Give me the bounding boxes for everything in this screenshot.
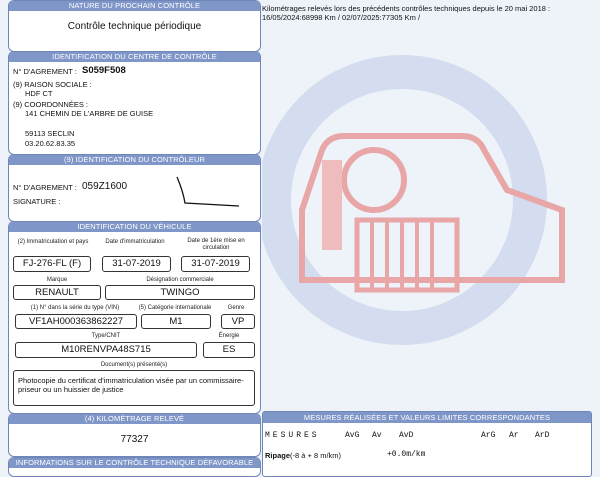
centre-agrement-value: S059F508 (82, 65, 126, 76)
energie-label: Énergie (218, 333, 240, 339)
genre-label: Genre (227, 305, 245, 311)
vehicule-section (8, 221, 261, 414)
signature-mark (169, 173, 259, 213)
nature-header: NATURE DU PROCHAIN CONTRÔLE (9, 1, 260, 11)
documents-label: Document(s) présenté(s) (100, 362, 168, 368)
centre-coord-label: (9) COORDONNÉES : (13, 100, 89, 109)
kilometrage-value: 77327 (120, 434, 149, 445)
date-first-label: Date de 1ère mise en circulation (187, 238, 245, 251)
kilometrage-section (8, 413, 261, 457)
infos-header: INFORMATIONS SUR LE CONTRÔLE TECHNIQUE DÉFAVORABLE (9, 458, 260, 468)
vin-value: VF1AH000363862227 (15, 314, 137, 329)
controleur-header: (9) IDENTIFICATION DU CONTRÔLEUR (9, 155, 260, 165)
releves-line2: 16/05/2024:68998 Km / 02/07/2025:77305 Km / (262, 13, 421, 22)
nature-section (8, 0, 261, 52)
ripage-label: Ripage (265, 451, 291, 460)
centre-agrement-label: N° D'AGREMENT : (13, 67, 77, 76)
vehicule-header: IDENTIFICATION DU VÉHICULE (9, 222, 260, 232)
date-immat-value: 31-07-2019 (102, 256, 171, 272)
centre-phone: 03.20.62.83.35 (25, 139, 76, 148)
energie-value: ES (203, 342, 255, 358)
mesures-col-avg: AvG (345, 431, 360, 440)
immat-label: (2) Immatriculation et pays (17, 239, 89, 245)
watermark-emblem (262, 40, 600, 370)
nature-value: Contrôle technique périodique (67, 21, 202, 32)
categorie-label: (5) Catégorie internationale (138, 305, 212, 311)
mesures-section (262, 411, 592, 477)
mesures-col-title: MESURES (265, 431, 320, 440)
controleur-agrement-value: 059Z1600 (82, 181, 128, 192)
controleur-agrement-label: N° D'AGREMENT : (13, 183, 77, 192)
designation-value: TWINGO (105, 285, 255, 300)
mesures-col-av: Av (372, 431, 382, 440)
ripage-range: (-8 à + 8 m/km) (290, 451, 342, 460)
mesures-col-arg: ArG (481, 431, 496, 440)
marque-value: RENAULT (13, 285, 101, 300)
mesures-col-ard: ArD (535, 431, 550, 440)
mesures-header: MESURES RÉALISÉES ET VALEURS LIMITES CORRESPONDANTES (263, 412, 591, 423)
kilometrage-header: (4) KILOMÉTRAGE RELEVÉ (9, 414, 260, 424)
documents-value: Photocopie du certificat d'immatriculation visée par un commissaire-priseur ou un huissier de justice (13, 370, 255, 406)
mesures-col-ar: Ar (509, 431, 519, 440)
centre-raison-value: HDF CT (25, 89, 53, 98)
releves-line1: Kilométrages relevés lors des précédents contrôles techniques depuis le 20 mai 2018 : (262, 4, 551, 13)
type-label: Type/CNIT (91, 333, 121, 339)
genre-value: VP (221, 314, 255, 329)
vin-label: (1) N° dans la série du type (VIN) (30, 305, 120, 311)
centre-address-line1: 141 CHEMIN DE L'ARBRE DE GUISE (25, 109, 154, 118)
centre-header: IDENTIFICATION DU CENTRE DE CONTRÔLE (9, 52, 260, 62)
immat-value: FJ-276-FL (F) (13, 256, 91, 272)
centre-address-line2: 59113 SECLIN (25, 129, 75, 138)
centre-raison-label: (9) RAISON SOCIALE : (13, 80, 92, 89)
categorie-value: M1 (141, 314, 211, 329)
controleur-signature-label: SIGNATURE : (13, 197, 61, 206)
centre-section (8, 51, 261, 155)
controleur-section (8, 154, 261, 222)
marque-label: Marque (46, 277, 68, 283)
infos-section (8, 457, 261, 477)
type-value: M10RENVPA48S715 (15, 342, 197, 358)
ripage-value: +0.0m/km (387, 450, 426, 459)
date-first-value: 31-07-2019 (181, 256, 250, 272)
date-immat-label: Date d'immatriculation (105, 239, 165, 245)
designation-label: Désignation commerciale (146, 277, 214, 283)
mesures-col-avd: AvD (399, 431, 414, 440)
